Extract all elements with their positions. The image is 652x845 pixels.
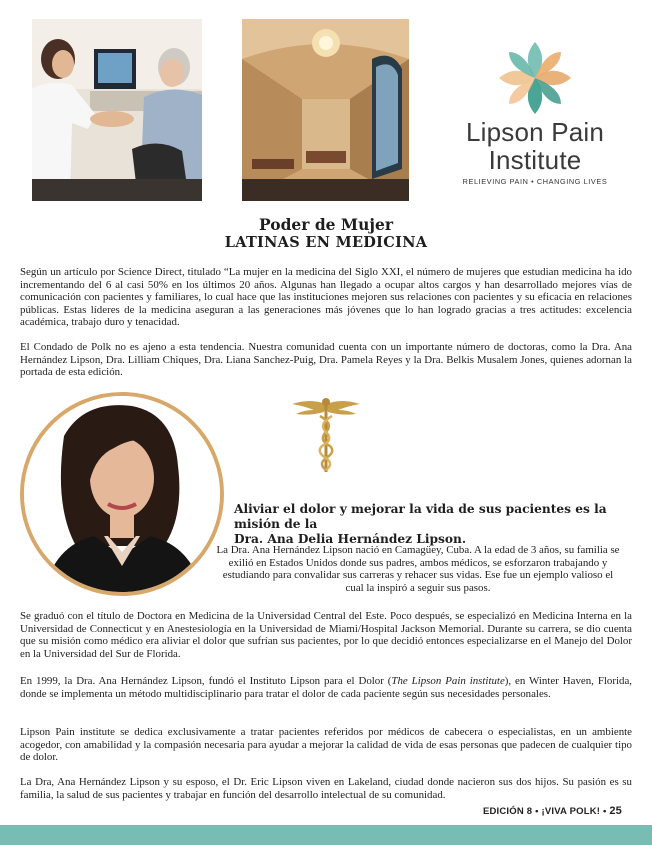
page-number: 25: [609, 805, 622, 817]
feature-title-line2: Dra. Ana Delia Hernández Lipson.: [234, 532, 467, 546]
founding-text-start: En 1999, la Dra. Ana Hernández Lipson, fundó el Instituto Lipson para el Dolor (: [20, 675, 392, 687]
institute-paragraph: Lipson Pain institute se dedica exclusivamente a tratar pacientes referidos por médicos de cabecera o especialistas, en un ambiente acogedor, con amabilidad y la compasión necesaria para ayudar a mejorar la calidad de vida de esas personas que padecen de cualquier tipo de dolor.: [20, 726, 632, 763]
bottom-color-bar: [0, 825, 652, 845]
doctor-portrait: [20, 392, 224, 596]
clinic-lobby-photo: [242, 19, 409, 201]
page-footer: [483, 805, 622, 817]
caduceus-icon: [290, 394, 362, 474]
logo-name-line1: Lipson Pain: [465, 117, 605, 147]
founding-paragraph: [20, 675, 632, 700]
footer-separator: •: [602, 806, 607, 817]
magazine-name: ¡VIVA POLK!: [541, 806, 601, 817]
institute-name-italic: The Lipson Pain institute: [391, 675, 505, 687]
intro-paragraph: Según un artículo por Science Direct, titulado “La mujer en la medicina del Siglo XXI, el número de mujeres que estudian medicina ha ido incrementando del 6 al casi 50% en los últimos 20 años. Algunas han llegado a ocupar altos cargos y han desarrollado mejores vías de comunicación con pacientes y familiares, lo cual hace que las instituciones mejoren sus relaciones con pacientes y su eficacia en relaciones públicas. Estas líderes de la medicina aseguran a las generaciones más jóvenes que lo han logrado gracias a tres actitudes: excelencia académica, trabajo duro y tenacidad.: [20, 266, 632, 328]
article-heading: [0, 216, 652, 252]
logo-tagline: RELIEVING PAIN • CHANGING LIVES: [462, 177, 608, 186]
biography-paragraph: La Dra. Ana Hernández Lipson nació en Camagüey, Cuba. A la edad de 3 años, su familia se exilió en Estados Unidos donde sus padres, ambos médicos, se esforzaron trabajando y estudiando para convalidar sus carreras y rehacer sus vidas. Ese fue un ejemplo valioso el cual la inspiró a seguir sus pasos.: [216, 544, 620, 594]
polk-paragraph: El Condado de Polk no es ajeno a esta tendencia. Nuestra comunidad cuenta con un importante número de doctoras, como la Dra. Ana Hernández Lipson, Dra. Lilliam Chiques, Dra. Liana Sanchez-Puig, Dra. Pamela Reyes y la Dra. Belkis Musalem Jones, quienes adornan la portada de esta edición.: [20, 341, 632, 378]
heading-line1: Poder de Mujer: [259, 215, 393, 234]
lipson-pain-institute-logo: [440, 28, 630, 198]
family-paragraph: La Dra, Ana Hernández Lipson y su esposo, el Dr. Eric Lipson viven en Lakeland, ciudad donde nacieron sus dos hijos. Su pasión es su familia, la salud de sus pacientes y trabajar en función del desarrollo intelectual de su comunidad.: [20, 776, 632, 801]
heading-line2: LATINAS EN MEDICINA: [224, 234, 428, 251]
logo-mark-icon: [495, 38, 575, 118]
edition-label: EDICIÓN 8 •: [482, 806, 539, 817]
feature-title-line1: Aliviar el dolor y mejorar la vida de sus pacientes es la misión de la: [234, 502, 607, 531]
education-paragraph: Se graduó con el título de Doctora en Medicina de la Universidad Central del Este. Poco después, se especializó en Medicina Interna en la Universidad de Connecticut y en Anestesiología en la Universidad de Miami/Hospital Jackson Memorial. Durante su carrera, se dio cuenta que su misión como médico era aliviar el dolor que sufrían sus pacientes, por lo que decidió entonces especializarse en el Manejo del Dolor en la Universidad del Sur de Florida.: [20, 610, 632, 660]
logo-name-line2: Institute: [488, 145, 582, 175]
doctor-with-patient-photo: [32, 19, 202, 201]
founding-text-end: ), en Winter Haven, Florida, donde se implementa un método multidisciplinario para tratar el dolor de cada paciente según sus necesidades personales.: [20, 675, 632, 700]
feature-title: [234, 502, 634, 547]
